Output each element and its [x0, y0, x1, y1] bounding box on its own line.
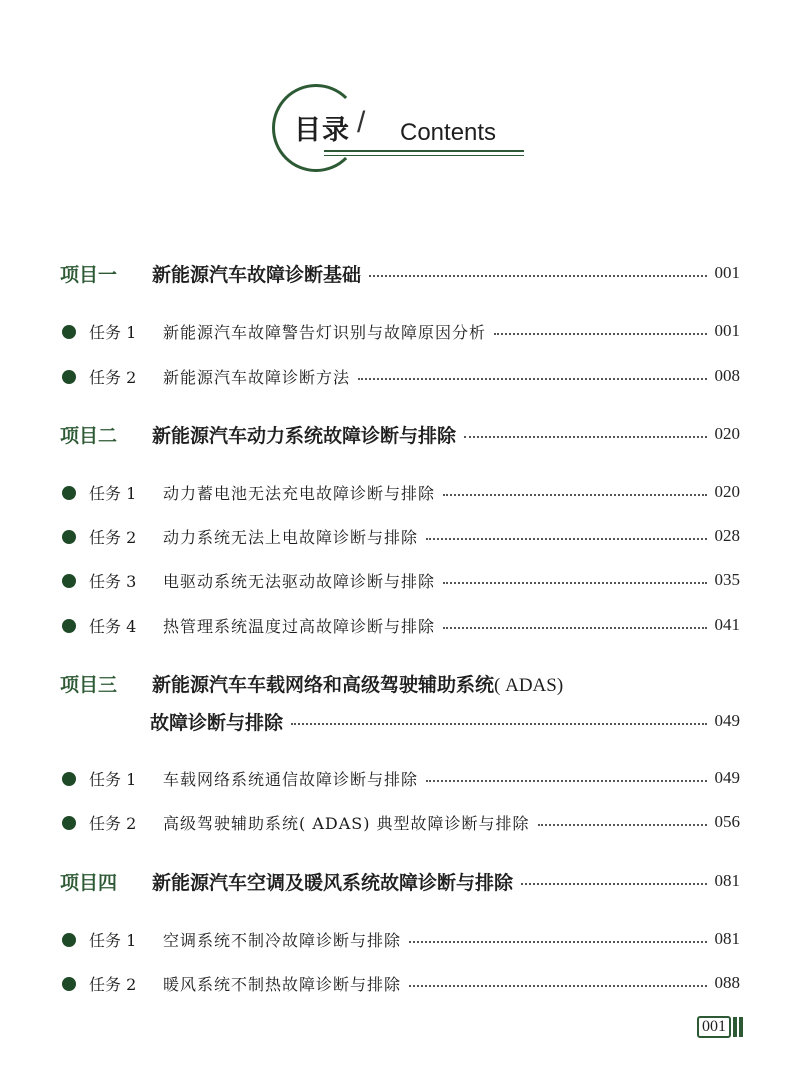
task-title: 新能源汽车故障诊断方法	[163, 367, 351, 387]
toc-project-2[interactable]	[60, 419, 740, 449]
leader-dots	[464, 436, 706, 438]
task-title: 电驱动系统无法驱动故障诊断与排除	[163, 571, 436, 591]
project-number: 项目二	[60, 424, 118, 447]
page-number: 020	[714, 424, 740, 443]
task-title: 车载网络系统通信故障诊断与排除	[163, 769, 419, 789]
project-number: 项目一	[60, 263, 118, 286]
toc-project-3[interactable]	[60, 668, 740, 698]
toc-task[interactable]	[62, 316, 740, 346]
header-title-cn: 目录	[294, 115, 350, 146]
toc-task[interactable]	[62, 477, 740, 507]
page-number: 020	[714, 482, 740, 501]
toc-project-1[interactable]	[60, 258, 740, 288]
task-number: 任务 4	[89, 616, 137, 636]
task-title: 空调系统不制冷故障诊断与排除	[163, 930, 402, 950]
toc-project-4[interactable]	[60, 866, 740, 896]
task-title: 热管理系统温度过高故障诊断与排除	[163, 616, 436, 636]
page-number: 001	[714, 321, 740, 340]
bullet-icon	[62, 325, 76, 339]
task-title: 动力系统无法上电故障诊断与排除	[163, 527, 419, 547]
page-number: 028	[714, 526, 740, 545]
task-number: 任务 1	[89, 483, 137, 503]
leader-dots	[291, 723, 706, 725]
header-title-en: Contents	[400, 119, 497, 146]
bullet-icon	[62, 530, 76, 544]
toc-header	[272, 84, 532, 184]
bullet-icon	[62, 816, 76, 830]
page-bar-ornament	[733, 1017, 737, 1037]
leader-dots	[521, 883, 706, 885]
leader-dots	[494, 333, 706, 335]
task-number: 任务 1	[89, 769, 137, 789]
task-number: 任务 1	[89, 930, 137, 950]
bullet-icon	[62, 619, 76, 633]
project-title: 新能源汽车空调及暖风系统故障诊断与排除	[152, 871, 514, 894]
bullet-icon	[62, 486, 76, 500]
project-title-line2: 故障诊断与排除	[150, 711, 284, 734]
bullet-icon	[62, 370, 76, 384]
leader-dots	[369, 275, 706, 277]
project-title-line1: 新能源汽车车载网络和高级驾驶辅助系统( ADAS)	[152, 673, 564, 696]
toc-task[interactable]	[62, 361, 740, 391]
project-number: 项目三	[60, 673, 118, 696]
task-number: 任务 1	[89, 322, 137, 342]
page-number: 081	[714, 871, 740, 890]
toc-task[interactable]	[62, 807, 740, 837]
task-title: 暖风系统不制热故障诊断与排除	[163, 974, 402, 994]
header-rule-thin	[324, 155, 524, 156]
bullet-icon	[62, 772, 76, 786]
leader-dots	[409, 985, 706, 987]
header-slash: /	[357, 106, 366, 139]
page-number: 008	[714, 366, 740, 385]
task-number: 任务 2	[89, 367, 137, 387]
task-title: 高级驾驶辅助系统( ADAS) 典型故障诊断与排除	[163, 813, 530, 833]
page-number: 088	[714, 973, 740, 992]
page-number: 001	[714, 263, 740, 282]
task-title: 新能源汽车故障警告灯识别与故障原因分析	[163, 322, 487, 342]
page-number-box: 001	[697, 1016, 731, 1038]
project-title: 新能源汽车故障诊断基础	[152, 263, 362, 286]
task-number: 任务 2	[89, 527, 137, 547]
task-title: 动力蓄电池无法充电故障诊断与排除	[163, 483, 436, 503]
toc-task[interactable]	[62, 521, 740, 551]
toc-project-3-continued[interactable]	[150, 706, 740, 736]
leader-dots	[358, 378, 706, 380]
footer-page-number	[697, 1016, 743, 1038]
page-number: 056	[714, 812, 740, 831]
task-number: 任务 2	[89, 974, 137, 994]
leader-dots	[443, 627, 706, 629]
project-title: 新能源汽车动力系统故障诊断与排除	[152, 424, 457, 447]
task-number: 任务 3	[89, 571, 137, 591]
leader-dots	[426, 538, 706, 540]
bullet-icon	[62, 977, 76, 991]
bullet-icon	[62, 933, 76, 947]
page-number: 049	[714, 768, 740, 787]
toc-task[interactable]	[62, 610, 740, 640]
toc-task[interactable]	[62, 763, 740, 793]
toc-task[interactable]	[62, 968, 740, 998]
page-number: 041	[714, 615, 740, 634]
project-number: 项目四	[60, 871, 118, 894]
page-number: 035	[714, 570, 740, 589]
leader-dots	[443, 494, 706, 496]
toc-task[interactable]	[62, 565, 740, 595]
page-number: 049	[714, 711, 740, 730]
leader-dots	[538, 824, 707, 826]
header-rule	[324, 150, 524, 152]
leader-dots	[409, 941, 706, 943]
leader-dots	[426, 780, 706, 782]
page-number: 081	[714, 929, 740, 948]
page-bar-ornament	[739, 1017, 743, 1037]
toc-task[interactable]	[62, 924, 740, 954]
task-number: 任务 2	[89, 813, 137, 833]
leader-dots	[443, 582, 706, 584]
bullet-icon	[62, 574, 76, 588]
